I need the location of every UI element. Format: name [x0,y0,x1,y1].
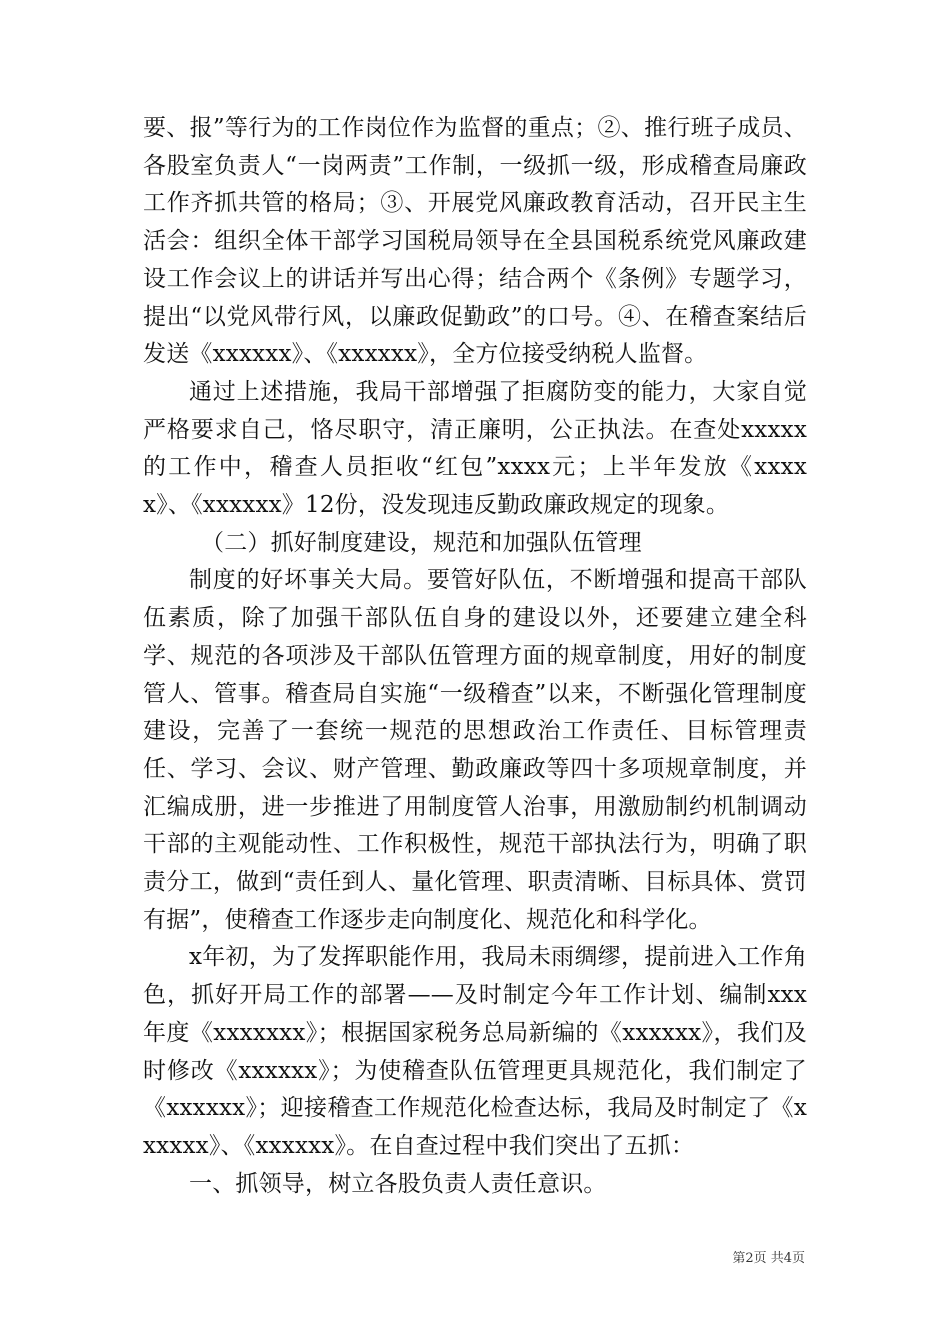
paragraph-point-one-leadership: 一、抓领导，树立各股负责人责任意识。 [189,1170,607,1197]
paragraph-system-importance: 制度的好坏事关大局。要管好队伍，不断增强和提高干部队伍素质，除了加强干部队伍自身的建设以外，还要建立建全科学、规范的各项涉及干部队伍管理方面的规章制度，用好的制度管人、管事。稽查局自实施“一级稽查”以来，不断强化管理制度建设，完善了一套统一规范的思想政治工作责任、目标管理责任、学习、会议、财产管理、勤政廉政等四十多项规章制度，并汇编成册，进一步推进了用制度管人治事，用激励制约机制调动干部的主观能动性、工作积极性，规范干部执法行为，明确了职责分工，做到“责任到人、量化管理、职责清晰、目标具体、赏罚有据”，使稽查工作逐步走向制度化、规范化和科学化。 [143,567,807,933]
page-number-footer: 第2页 共4页 [732,1251,805,1266]
section-heading-system-building: （二）抓好制度建设，规范和加强队伍管理 [201,529,642,556]
document-body [143,110,807,1203]
paragraph-year-start-work: x年初，为了发挥职能作用，我局未雨绸缪，提前进入工作角色，抓好开局工作的部署——及时制定今年工作计划、编制xxx年度《xxxxxxx》；根据国家税务总局新编的《xxxxxx》，我们及时修改《xxxxxx》；为使稽查队伍管理更具规范化，我们制定了《xxxxxx》；迎接稽查工作规范化检查达标，我局及时制定了《xxxxxx》、《xxxxxx》。在自查过程中我们突出了五抓： [143,944,807,1159]
paragraph-supervision-continued: 要、报”等行为的工作岗位作为监督的重点；②、推行班子成员、各股室负责人“一岗两责”工作制，一级抓一级，形成稽查局廉政工作齐抓共管的格局；③、开展党风廉政教育活动，召开民主生活会：组织全体干部学习国税局领导在全县国税系统党风廉政建设工作会议上的讲话并写出心得；结合两个《条例》专题学习，提出“以党风带行风，以廉政促勤政”的口号。④、在稽查案结后发送《xxxxxx》、《xxxxxx》，全方位接受纳税人监督。 [143,115,807,368]
paragraph-measures-results: 通过上述措施，我局干部增强了拒腐防变的能力，大家自觉严格要求自己，恪尽职守，清正廉明，公正执法。在查处xxxxx的工作中，稽查人员拒收“红包”xxxx元；上半年发放《xxxxx》、《xxxxxx》12份，没发现违反勤政廉政规定的现象。 [143,378,807,519]
